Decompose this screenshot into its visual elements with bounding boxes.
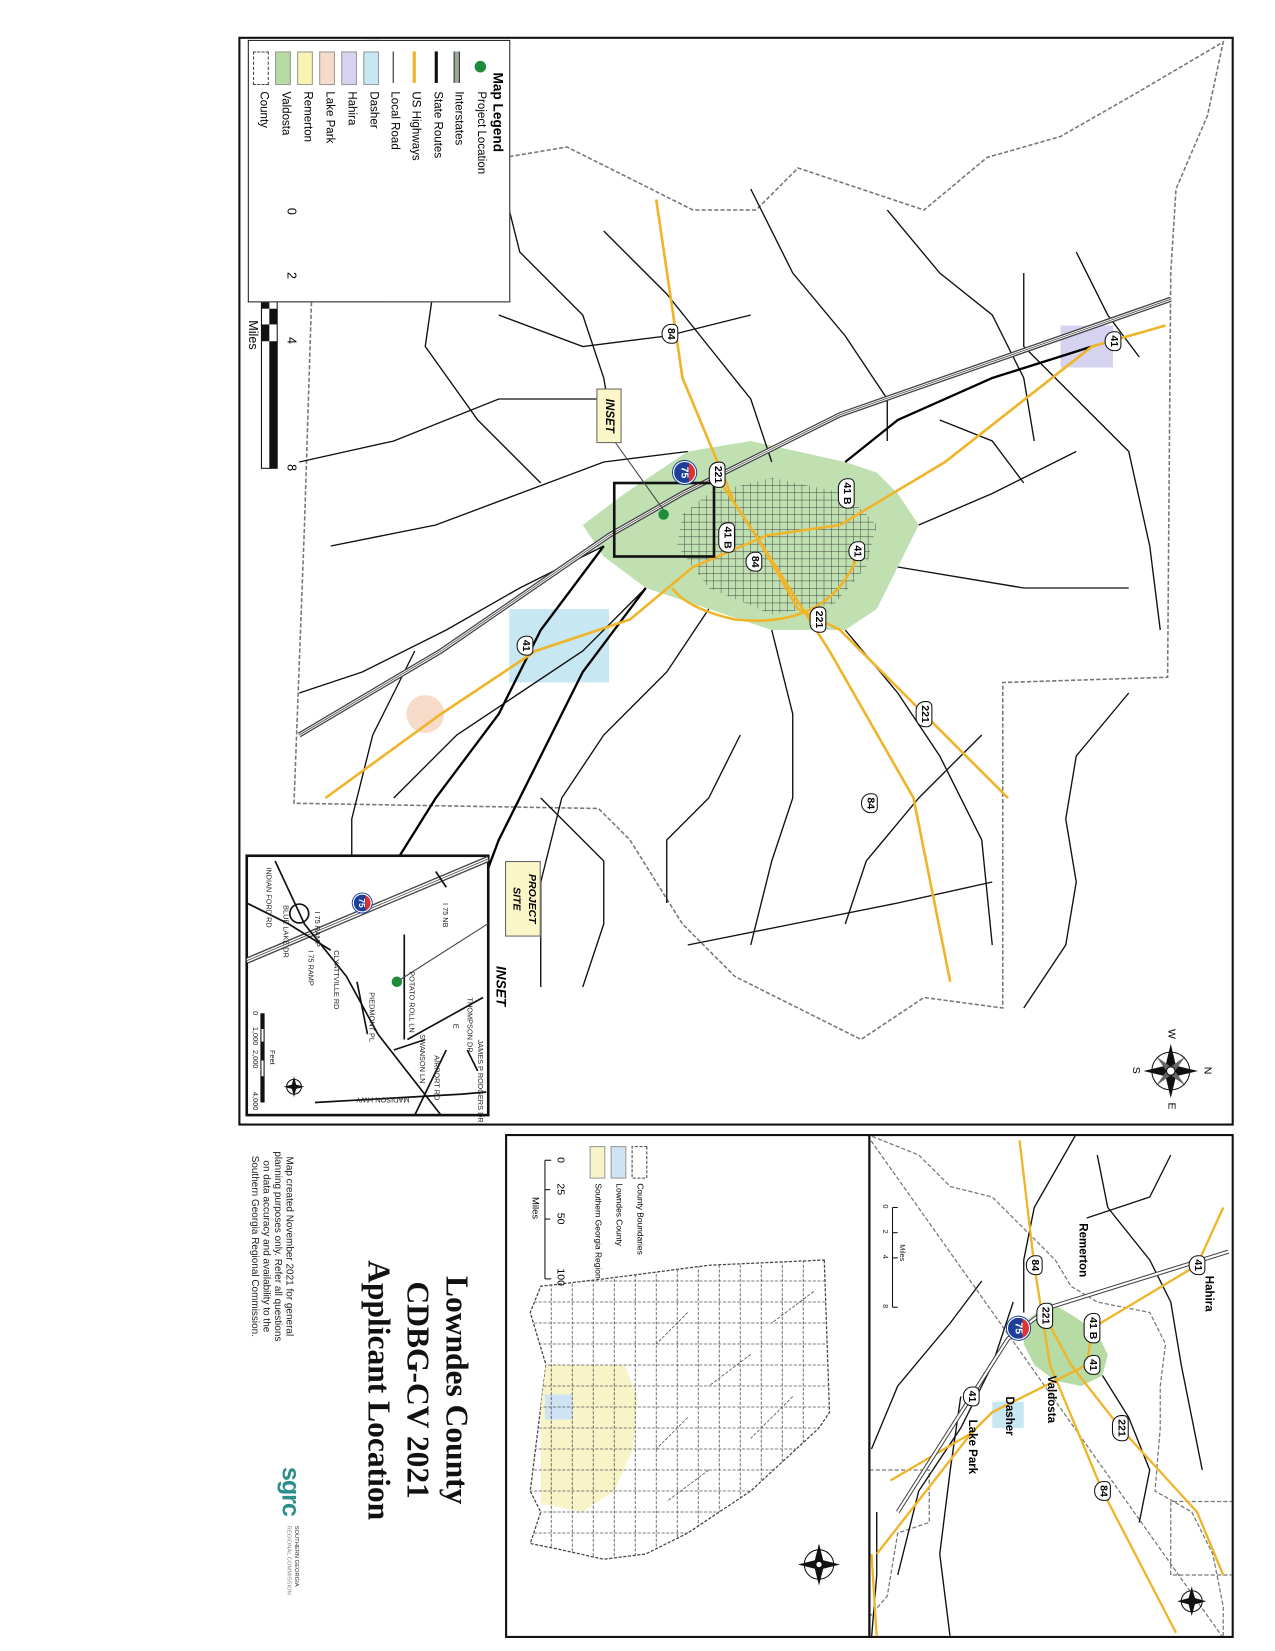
compass-s: S bbox=[1129, 1066, 1142, 1074]
compass-rose-icon bbox=[1143, 1044, 1198, 1099]
us-41b-shield: 41 B bbox=[718, 522, 735, 553]
map-legend-areas bbox=[248, 40, 381, 303]
road-label: PIEDMONT PL bbox=[367, 992, 375, 1042]
map-disclaimer-note: Map created November 2021 for general planning purposes only. Refer all questions on data accuracy and availability to the Southern Georgia Regional Commission. bbox=[248, 1151, 296, 1342]
project-location-marker bbox=[658, 509, 669, 520]
compass-w: W bbox=[1165, 1029, 1178, 1039]
road-label: POTATO ROLL LN bbox=[407, 971, 415, 1033]
locator-scale-tick: 0 bbox=[880, 1204, 889, 1209]
remerton-swatch-icon bbox=[297, 51, 313, 85]
legend-label-southern-georgia-region: Southern Georgia Region bbox=[593, 1183, 603, 1279]
scale-tick-label: 2 bbox=[284, 271, 300, 279]
compass-rose-icon bbox=[798, 1543, 840, 1585]
scale-tick-label: 4 bbox=[284, 337, 300, 345]
road-label: I 75 RAMP bbox=[306, 950, 314, 986]
legend-item-local-road: Local Road bbox=[383, 41, 402, 293]
road-label: JAMES P RODGERS DR bbox=[475, 1039, 484, 1123]
state-scale-tick: 0 bbox=[554, 1157, 566, 1163]
us-41-shield: 41 bbox=[1105, 331, 1122, 351]
us-84-shield: 84 bbox=[1026, 1255, 1043, 1275]
logo-text: SOUTHERN GEORGIA REGIONAL COMMISSION bbox=[285, 1525, 300, 1595]
map-title bbox=[359, 1180, 476, 1600]
inset-scale-unit: Feet bbox=[267, 1050, 276, 1065]
us-84-shield: 84 bbox=[861, 793, 878, 813]
legend-swatch-lowndes-county bbox=[611, 1147, 626, 1179]
legend-swatch-southern-georgia-region bbox=[590, 1147, 605, 1179]
us-84-shield: 84 bbox=[746, 552, 763, 572]
legend-item-interstates: Interstates bbox=[447, 41, 466, 293]
state-route-line-icon bbox=[435, 51, 438, 83]
dasher-swatch-icon bbox=[363, 51, 379, 85]
us-41-shield: 41 bbox=[963, 1386, 980, 1406]
interstate-line-icon bbox=[454, 51, 460, 83]
compass-n: N bbox=[1201, 1066, 1213, 1075]
title-line-1: Lowndes County bbox=[438, 1275, 474, 1505]
us-41b-shield: 41 B bbox=[838, 478, 855, 509]
us-41b-shield: 41 B bbox=[1084, 1313, 1101, 1344]
road-label: MADISON HWY bbox=[355, 1095, 410, 1103]
place-remerton: Remerton bbox=[1076, 1223, 1089, 1278]
inset-callout-label: INSET bbox=[596, 388, 621, 443]
map-legend bbox=[366, 40, 510, 303]
us-highway-line-icon bbox=[413, 51, 416, 83]
road-label: THOMPSON DR bbox=[465, 997, 473, 1053]
legend-item-lake-park: Lake Park bbox=[318, 41, 337, 293]
us-221-shield: 221 bbox=[1112, 1415, 1129, 1441]
us-84-shield: 84 bbox=[1094, 1481, 1111, 1501]
state-map bbox=[520, 1147, 835, 1575]
scale-tick-label: 0 bbox=[284, 207, 300, 215]
city-lake-park bbox=[406, 695, 444, 733]
lake-park-swatch-icon bbox=[319, 51, 335, 85]
local-road-line-icon bbox=[393, 51, 394, 83]
state-scale-unit: Miles bbox=[530, 1197, 541, 1220]
place-lake-park: Lake Park bbox=[966, 1419, 979, 1475]
us-41-shield: 41 bbox=[517, 636, 534, 656]
locator-scale-tick: 8 bbox=[880, 1304, 889, 1309]
road-label: AIRPORT RD bbox=[432, 1055, 440, 1101]
inset-scale-tick: 0 bbox=[250, 1011, 259, 1016]
us-221-shield: 221 bbox=[916, 701, 933, 727]
us-221-shield: 221 bbox=[1036, 1303, 1053, 1329]
inset-scale-bar bbox=[260, 1013, 264, 1102]
state-scale-tick: 100 bbox=[554, 1268, 566, 1286]
legend-item-project-location: Project Location bbox=[469, 41, 488, 293]
inset-project-marker bbox=[392, 976, 403, 987]
legend-item-us-highways: US Highways bbox=[404, 41, 423, 293]
scale-unit-label: Miles bbox=[245, 320, 261, 350]
inset-scale-tick: 2,000 bbox=[250, 1050, 259, 1069]
us-84-shield: 84 bbox=[662, 324, 679, 344]
legend-item-dasher: Dasher bbox=[362, 41, 381, 293]
legend-item-remerton: Remerton bbox=[296, 41, 315, 293]
locator-scale-tick: 2 bbox=[880, 1229, 889, 1234]
interstate-75-shield: 75 bbox=[673, 461, 696, 484]
legend-item-county: County bbox=[252, 41, 271, 293]
us-221-shield: 221 bbox=[709, 462, 726, 488]
inset-scale-tick: 4,000 bbox=[250, 1092, 259, 1111]
locator-scale-tick: 4 bbox=[880, 1254, 889, 1259]
us-41-shield: 41 bbox=[1189, 1255, 1206, 1275]
road-label: BLUE LAKE DR bbox=[281, 905, 289, 958]
hahira-swatch-icon bbox=[341, 51, 357, 85]
sgrc-logo bbox=[275, 1466, 305, 1595]
state-routes bbox=[383, 346, 1092, 924]
legend-item-hahira: Hahira bbox=[340, 41, 359, 293]
scale-tick-label: 8 bbox=[284, 464, 300, 472]
state-scale-tick: 50 bbox=[554, 1212, 566, 1225]
interstate-75-shield: 75 bbox=[1007, 1317, 1030, 1340]
logo-mark: sgrc bbox=[276, 1466, 305, 1516]
place-valdosta: Valdosta bbox=[1044, 1375, 1058, 1424]
interstate-75-shield: 75 bbox=[353, 894, 372, 913]
legend-item-state-routes: State Routes bbox=[426, 41, 445, 293]
legend-swatch-county-boundaries bbox=[632, 1147, 647, 1179]
compass-e: E bbox=[1165, 1102, 1178, 1110]
state-scale-tick: 25 bbox=[554, 1183, 566, 1196]
compass-rose-icon bbox=[1177, 1587, 1206, 1616]
us-41-shield: 41 bbox=[848, 541, 865, 561]
place-hahira: Hahira bbox=[1202, 1275, 1215, 1312]
valdosta-swatch-icon bbox=[275, 51, 291, 85]
legend-label-lowndes-county: Lowndes County bbox=[614, 1183, 624, 1246]
us-41-shield: 41 bbox=[1084, 1355, 1101, 1375]
inset-title: INSET bbox=[493, 965, 510, 1007]
road-label: CLYATTVILLE RD bbox=[331, 950, 340, 1010]
legend-item-valdosta: Valdosta bbox=[274, 41, 293, 293]
title-line-2: CDBG-CV 2021 bbox=[400, 1281, 435, 1499]
legend-label-county-boundaries: County Boundaries bbox=[635, 1183, 645, 1255]
road-label: E bbox=[451, 1023, 459, 1029]
place-dasher: Dasher bbox=[1002, 1396, 1016, 1436]
us-221-shield: 221 bbox=[810, 607, 827, 633]
green-dot-icon bbox=[475, 61, 487, 73]
title-line-3: Applicant Location bbox=[361, 1260, 396, 1521]
road-label: INDIAN FORD RD bbox=[264, 867, 272, 928]
legend-title: Map Legend bbox=[490, 72, 507, 153]
locator-scale-unit: Miles bbox=[897, 1244, 906, 1262]
county-swatch-icon bbox=[253, 51, 269, 85]
road-label: SWANSON LN bbox=[417, 1034, 426, 1084]
road-label: I 75 RAMP bbox=[312, 911, 321, 947]
road-label: I 75 NB bbox=[441, 902, 449, 928]
project-site-callout: PROJECT SITE bbox=[505, 861, 541, 937]
state-scale-bar bbox=[545, 1160, 551, 1279]
inset-scale-tick: 1,000 bbox=[250, 1026, 259, 1046]
